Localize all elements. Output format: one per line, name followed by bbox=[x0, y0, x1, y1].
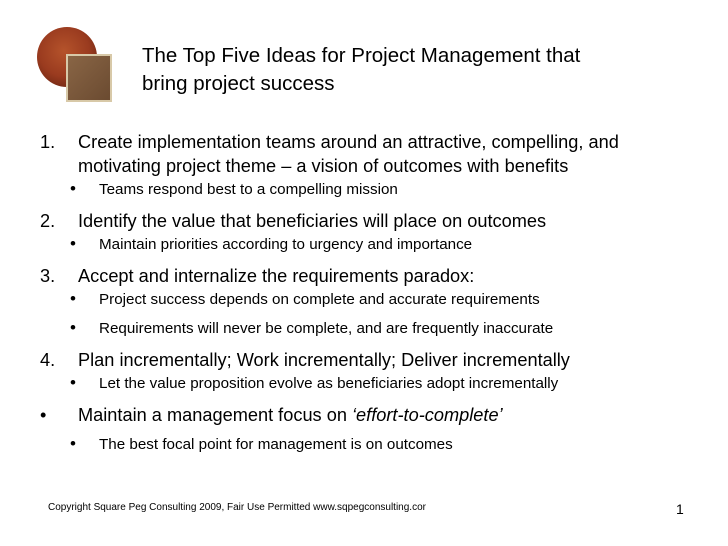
item-text-line: Accept and internalize the requirements paradox: bbox=[78, 266, 475, 286]
bullet-icon: • bbox=[70, 434, 76, 453]
list-number: 2. bbox=[40, 211, 56, 231]
sub-bullet bbox=[40, 435, 720, 455]
sub-bullet bbox=[40, 319, 720, 339]
item-text-line: Identify the value that beneficiaries will place on outcomes bbox=[78, 211, 547, 231]
slide-title bbox=[142, 42, 702, 98]
item-text-plain: Maintain a management focus on bbox=[78, 405, 352, 425]
sub-bullet bbox=[40, 235, 720, 255]
logo-square bbox=[67, 55, 111, 101]
list-number: 1. bbox=[40, 132, 56, 152]
title-line-2: bring project success bbox=[142, 72, 335, 95]
sub-bullet-text: Teams respond best to a compelling mission bbox=[99, 181, 398, 198]
idea-list bbox=[40, 130, 720, 464]
bullet-icon: • bbox=[70, 234, 76, 253]
list-item bbox=[40, 209, 720, 233]
sub-bullet-text: Requirements will never be complete, and are frequently inaccurate bbox=[99, 320, 554, 337]
sub-bullet bbox=[40, 374, 720, 394]
page-number: 1 bbox=[676, 501, 684, 517]
bullet-icon: • bbox=[70, 318, 76, 337]
item-text-line: Plan incrementally; Work incrementally; Deliver incrementally bbox=[78, 350, 570, 370]
list-item bbox=[40, 130, 720, 178]
sub-bullet-text: Maintain priorities according to urgency and importance bbox=[99, 236, 473, 253]
list-number: 4. bbox=[40, 350, 56, 370]
title-line-1: The Top Five Ideas for Project Management that bbox=[142, 44, 581, 67]
item-text-line bbox=[78, 403, 720, 427]
bullet-icon: • bbox=[70, 179, 76, 198]
sub-bullet bbox=[40, 290, 720, 310]
sub-bullet-text: Project success depends on complete and accurate requirements bbox=[99, 291, 540, 308]
list-item bbox=[40, 348, 720, 372]
list-item bbox=[40, 403, 720, 427]
bullet-icon: • bbox=[40, 405, 47, 425]
bullet-icon: • bbox=[70, 289, 76, 308]
item-text-line: motivating project theme – a vision of outcomes with benefits bbox=[78, 156, 569, 176]
sub-bullet-text: Let the value proposition evolve as beneficiaries adopt incrementally bbox=[99, 375, 559, 392]
sub-bullet-text: The best focal point for management is on outcomes bbox=[99, 436, 453, 453]
copyright-footer: Copyright Square Peg Consulting 2009, Fair Use Permitted www.sqpegconsulting.cor bbox=[48, 502, 426, 513]
sub-bullet bbox=[40, 180, 720, 200]
list-item bbox=[40, 264, 720, 288]
logo-icon bbox=[34, 19, 114, 103]
item-text-line: Create implementation teams around an attractive, compelling, and bbox=[78, 132, 619, 152]
list-number: 3. bbox=[40, 266, 56, 286]
bullet-icon: • bbox=[70, 373, 76, 392]
item-text-emphasis: ‘effort-to-complete’ bbox=[352, 405, 503, 425]
